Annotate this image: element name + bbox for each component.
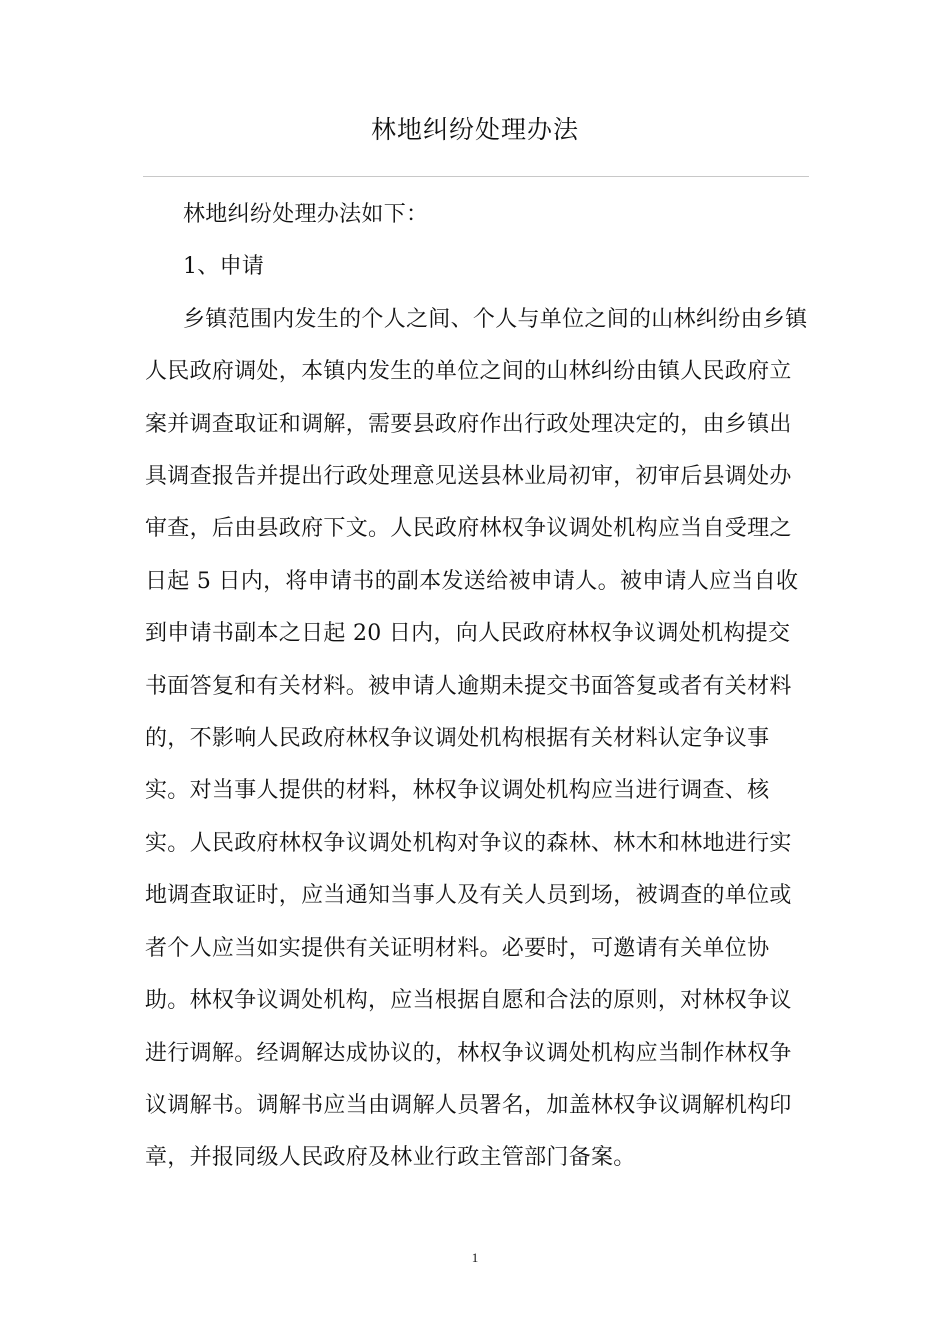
page-number: 1 xyxy=(471,1250,479,1265)
body-paragraph: 乡镇范围内发生的个人之间、个人与单位之间的山林纠纷由乡镇人民政府调处，本镇内发生的单位之间的山林纠纷由镇人民政府立案并调查取证和调解，需要县政府作出行政处理决定的，由乡镇出具调查报告并提出行政处理意见送县林业局初审，初审后县调处办审查，后由县政府下文。人民政府林权争议调处机构应当自受理之日起 5 日内，将申请书的副本发送给被申请人。被申请人应当自收到申请书副本之日起 20 日内，向人民政府林权争议调处机构提交书面答复和有关材料。被申请人逾期未提交书面答复或者有关材料的，不影响人民政府林权争议调处机构根据有关材料认定争议事实。对当事人提供的材料，林权争议调处机构应当进行调查、核实。人民政府林权争议调处机构对争议的森林、林木和林地进行实地调查取证时，应当通知当事人及有关人员到场，被调查的单位或者个人应当如实提供有关证明材料。必要时，可邀请有关单位协助。林权争议调处机构，应当根据自愿和合法的原则，对林权争议进行调解。经调解达成协议的，林权争议调处机构应当制作林权争议调解书。调解书应当由调解人员署名，加盖林权争议调解机构印章，并报同级人民政府及林业行政主管部门备案。 xyxy=(145,306,808,1171)
document-body xyxy=(145,189,811,1185)
title-divider xyxy=(143,176,809,177)
document-title: 林地纠纷处理办法 xyxy=(370,115,579,144)
section-heading-apply: 1、申请 xyxy=(183,254,265,280)
intro-paragraph: 林地纠纷处理办法如下： xyxy=(183,202,429,227)
